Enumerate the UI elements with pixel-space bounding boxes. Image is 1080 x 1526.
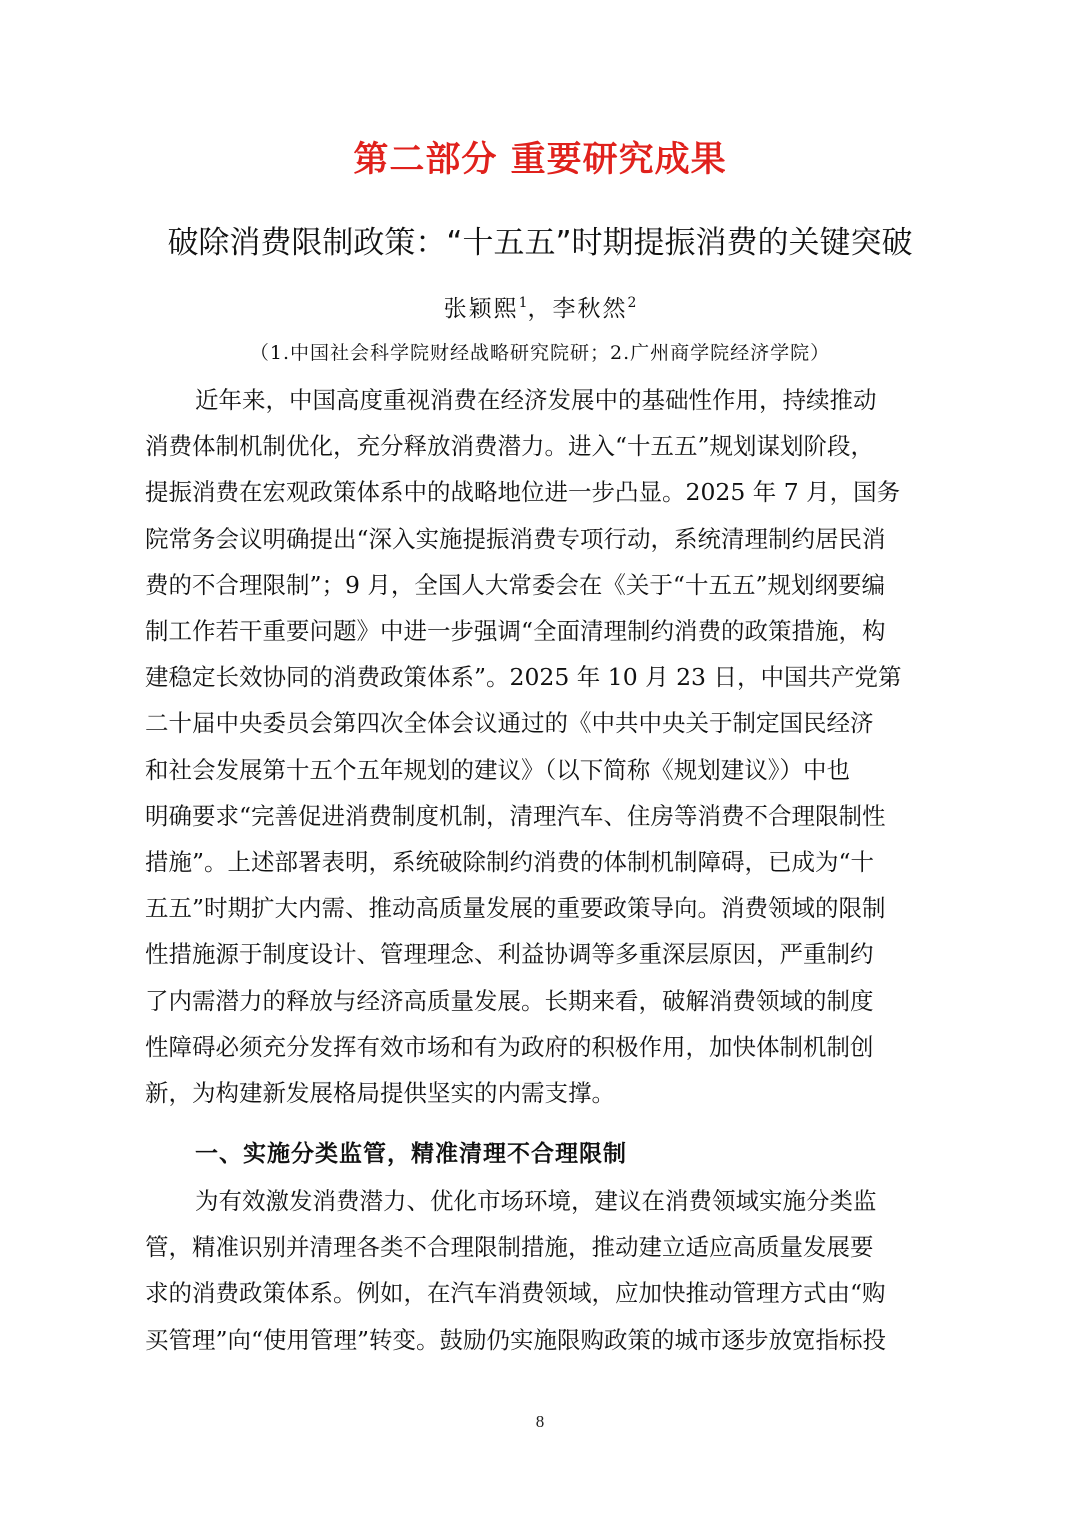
author-affiliation-mark: 2: [627, 295, 637, 311]
author-affiliation-mark: 1: [518, 295, 528, 311]
paragraph-line: 和社会发展第十五个五年规划的建议》（以下简称《规划建议》）中也: [145, 755, 850, 784]
paragraph-line: 性障碍必须充分发挥有效市场和有为政府的积极作用，加快体制机制创: [145, 1032, 874, 1061]
paragraph-line: 费的不合理限制”；9 月，全国人大常委会在《关于“十五五”规划纲要编: [145, 570, 885, 599]
paragraph-line: 建稳定长效协同的消费政策体系”。2025 年 10 月 23 日，中国共产党第: [145, 663, 902, 692]
paragraph-line: 五五”时期扩大内需、推动高质量发展的重要政策导向。消费领域的限制: [145, 894, 886, 923]
author-line: [0, 286, 1080, 326]
paragraph-line: 性措施源于制度设计、管理理念、利益协调等多重深层原因，严重制约: [145, 940, 874, 969]
paragraph-line: 了内需潜力的释放与经济高质量发展。长期来看，破解消费领域的制度: [145, 986, 874, 1015]
paragraph-line: 消费体制机制优化，充分释放消费潜力。进入“十五五”规划谋划阶段，: [145, 432, 875, 461]
body-paragraph: [145, 1178, 935, 1363]
paragraph-line: 制工作若干重要问题》中进一步强调“全面清理制约消费的政策措施，构: [145, 617, 886, 646]
paragraph-line: 近年来，中国高度重视消费在经济发展中的基础性作用，持续推动: [195, 386, 877, 414]
section-heading: 一、实施分类监管，精准清理不合理限制: [195, 1141, 627, 1167]
paragraph-line: 二十届中央委员会第四次全体会议通过的《中共中央关于制定国民经济: [145, 709, 874, 738]
article-title: 破除消费限制政策：“十五五”时期提振消费的关键突破: [167, 225, 913, 261]
paragraph-line: 院常务会议明确提出“深入实施提振消费专项行动，系统清理制约居民消: [145, 524, 886, 553]
paragraph-line: 买管理”向“使用管理”转变。鼓励仍实施限购政策的城市逐步放宽指标投: [145, 1325, 887, 1354]
author-separator: ，: [527, 296, 553, 322]
paragraph-line: 新，为构建新发展格局提供坚实的内需支撑。: [145, 1079, 615, 1108]
affiliation: （1.中国社会科学院财经战略研究院研；2.广州商学院经济学院）: [249, 342, 831, 364]
paragraph-line: 措施”。上述部署表明，系统破除制约消费的体制机制障碍，已成为“十: [145, 848, 875, 877]
body-paragraph: [145, 377, 935, 1116]
page-number: 8: [535, 1412, 545, 1431]
author-name: 李秋然: [552, 296, 628, 322]
author-name: 张颖熙: [443, 296, 519, 322]
paragraph-line: 求的消费政策体系。例如，在汽车消费领域，应加快推动管理方式由“购: [145, 1279, 886, 1308]
paragraph-line: 为有效激发消费潜力、优化市场环境，建议在消费领域实施分类监: [195, 1187, 877, 1215]
section-title: 第二部分 重要研究成果: [353, 140, 727, 180]
paragraph-line: 管，精准识别并清理各类不合理限制措施，推动建立适应高质量发展要: [145, 1233, 874, 1262]
paragraph-line: 提振消费在宏观政策体系中的战略地位进一步凸显。2025 年 7 月，国务: [145, 478, 901, 507]
paragraph-line: 明确要求“完善促进消费制度机制，清理汽车、住房等消费不合理限制性: [145, 801, 886, 830]
